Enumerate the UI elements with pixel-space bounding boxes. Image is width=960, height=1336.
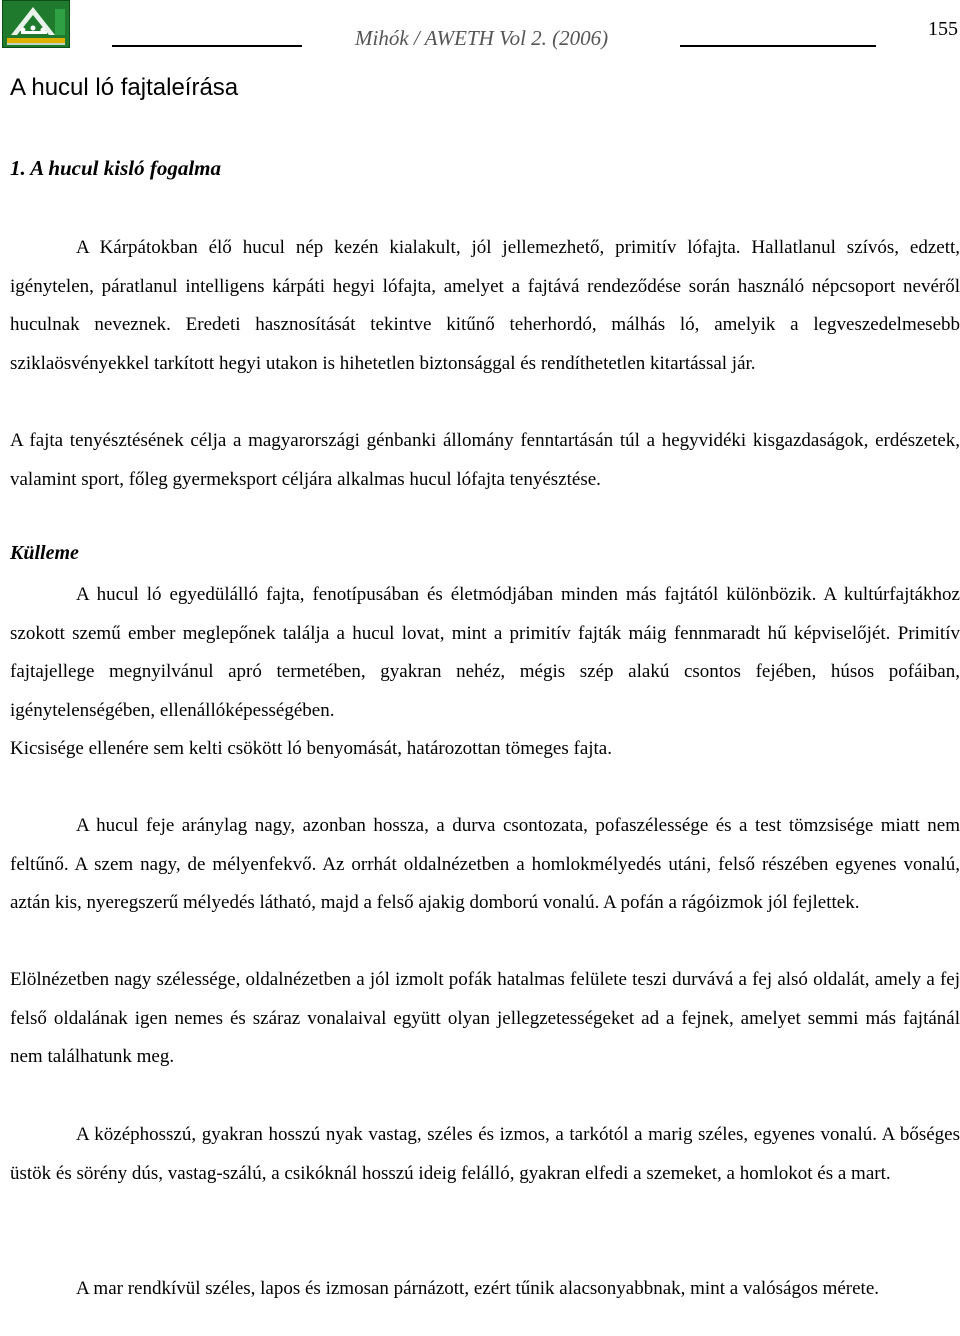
- paragraph-neck: A középhosszú, gyakran hosszú nyak vastag, széles és izmos, a tarkótól a marig széles, egyenes vonalú. A bőséges üstök és sörény dús, vastag-szálú, a csikóknál hosszú ideig felálló, gyakran elfedi a szemeket, a homlokot és a mart.: [10, 1124, 960, 1184]
- paragraph-head-2: Elölnézetben nagy szélessége, oldalnézetben a jól izmolt pofák hatalmas felülete teszi durvává a fej alsó oldalát, amely a fej felső oldalának igen nemes és száraz vonalaival együtt olyan jellegzetességeket ad a fejnek, amelyet semmi más fajtánál nem találhatunk meg.: [10, 969, 960, 1068]
- journal-logo: [2, 0, 70, 48]
- section-heading-appearance: Külleme: [10, 542, 79, 564]
- paragraph-appearance-2: Kicsisége ellenére sem kelti csökött ló benyomását, határozottan tömeges fajta.: [10, 738, 612, 759]
- paragraph-concept-1: A Kárpátokban élő hucul nép kezén kialakult, jól jellemezhető, primitív lófajta. Hallatlanul szívós, edzett, igénytelen, páratlanul intelligens kárpáti hegyi lófajta, amelyet a fajtává rendeződése során használó népcsoport nevéről huculnak neveznek. Eredeti hasznosítását tekintve kitűnő teherhordó, málhás ló, amelyik a legveszedelmesebb sziklaösvényekkel tarkított hegyi utakon is hihetetlen biztonsággal és rendíthetetlen kitartással jár.: [10, 237, 960, 374]
- paragraph-head-1: A hucul feje aránylag nagy, azonban hossza, a durva csontozata, pofaszélessége és a test tömzsisége miatt nem feltűnő. A szem nagy, de mélyenfekvő. Az orrhát oldalnézetben a homlokmélyedés utáni, felső részében egyenes vonalú, aztán kis, nyeregszerű mélyedés látható, majd a felső ajakig domború vonalú. A pofán a rágóizmok jól fejlettek.: [10, 815, 960, 914]
- paragraph-concept-2: A fajta tenyésztésének célja a magyarországi génbanki állomány fenntartásán túl a hegyvidéki kisgazdaságok, erdészetek, valamint sport, főleg gyermeksport céljára alkalmas hucul lófajta tenyésztése.: [10, 430, 960, 490]
- page-number: 155: [928, 18, 958, 40]
- paragraph-withers: A mar rendkívül széles, lapos és izmosan párnázott, ezért tűnik alacsonyabbnak, mint a valóságos mérete.: [76, 1278, 880, 1299]
- paragraph-appearance-1: A hucul ló egyedülálló fajta, fenotípusában és életmódjában minden más fajtától különbözik. A kultúrfajtákhoz szokott szemű ember meglepőnek találja a hucul lovat, mint a primitív fajták máig fennmaradt hű képviselőjét. Primitív fajtajellege megnyilvánul apró termetében, gyakran nehéz, mégis szép alakú csontos fejében, húsos pofáiban, igénytelenségében, ellenállóképességében.: [10, 584, 960, 721]
- aweth-logo-icon: [3, 1, 69, 47]
- header-rule-right: [680, 45, 876, 47]
- section-heading-concept: 1. A hucul kisló fogalma: [10, 156, 222, 180]
- document-title: A hucul ló fajtaleírása: [10, 74, 239, 101]
- running-head: Mihók / AWETH Vol 2. (2006): [355, 26, 609, 50]
- header-rule-left: [112, 45, 302, 47]
